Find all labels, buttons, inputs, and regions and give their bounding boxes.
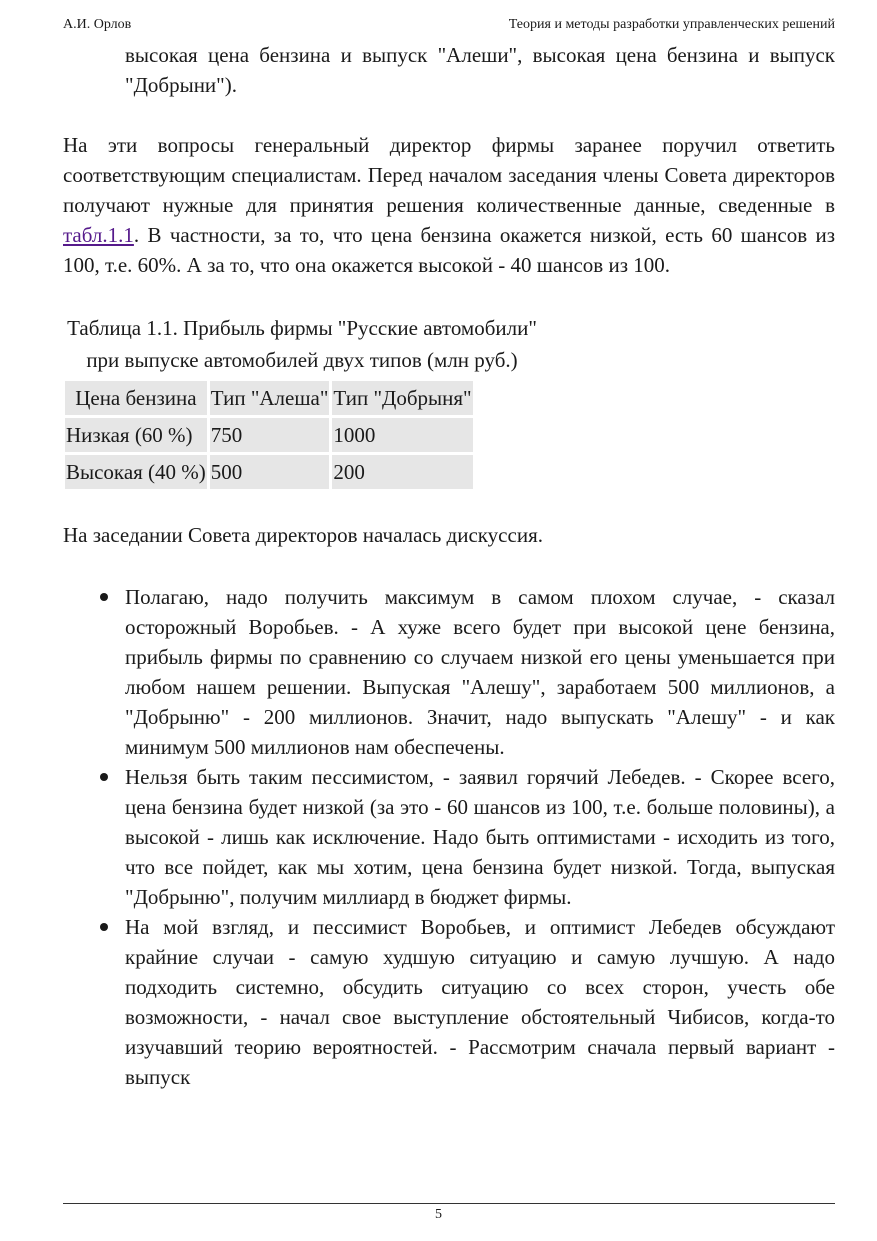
list-item-text: На мой взгляд, и пессимист Воробьев, и оптимист Лебедев обсуждают крайние случаи - самую худшую ситуацию и самую лучшую. А надо подходить системно, обсудить ситуацию со всех сторон, учесть обе возможности, - начал свое выступление обстоятельный Чибисов, когда-то изучавший теорию вероятностей. - Рассмотрим сначала первый вариант - выпуск	[125, 915, 835, 1089]
table-cell: 500	[210, 455, 330, 489]
paragraph-text-after-link: . В частности, за то, что цена бензина окажется низкой, есть 60 шансов из 100, т.е. 60%. А за то, что она окажется высокой - 40 шансов из 100.	[63, 223, 835, 277]
list-item	[63, 912, 835, 1092]
column-header-dobrynya: Тип "Добрыня"	[332, 381, 472, 415]
column-header-alesha: Тип "Алеша"	[210, 381, 330, 415]
footer-divider	[63, 1203, 835, 1204]
header-book-title: Теория и методы разработки управленческих решений	[508, 17, 835, 32]
discussion-list	[63, 582, 835, 1092]
paragraph-discussion-start: На заседании Совета директоров началась дискуссия.	[63, 523, 543, 547]
profit-table-block	[63, 312, 541, 492]
paragraph-text-before-link: На эти вопросы генеральный директор фирмы заранее поручил ответить соответствующим специалистам. Перед началом заседания члены Совета директоров получают нужные для принятия решения количественные данные, сведенные в	[63, 133, 835, 217]
bullet-icon	[100, 923, 108, 931]
table-row	[65, 418, 473, 452]
table-header-row	[65, 381, 473, 415]
list-item	[63, 582, 835, 762]
continued-list-item-text: высокая цена бензина и выпуск "Алеши", высокая цена бензина и выпуск "Добрыни").	[125, 43, 835, 97]
header-author: А.И. Орлов	[63, 17, 132, 32]
table-cell: Высокая (40 %)	[65, 455, 207, 489]
list-item-text: Полагаю, надо получить максимум в самом плохом случае, - сказал осторожный Воробьев. - А хуже всего будет при высокой цене бензина, прибыль фирмы по сравнению со случаем низкой его цены уменьшается при любом нашем решении. Выпуская "Алешу", заработаем 500 миллионов, а "Добрыню" - 200 миллионов. Значит, надо выпускать "Алешу" - и как минимум 500 миллионов нам обеспечены.	[125, 585, 835, 759]
table-cell: 200	[332, 455, 472, 489]
page-number: 5	[435, 1207, 442, 1222]
table-reference-link[interactable]: табл.1.1	[63, 223, 134, 247]
table-row	[65, 455, 473, 489]
profit-table	[62, 378, 476, 492]
page-content	[63, 40, 835, 1092]
table-cell: 750	[210, 418, 330, 452]
bullet-icon	[100, 773, 108, 781]
table-cell: 1000	[332, 418, 472, 452]
paragraph-directors-data	[63, 130, 835, 280]
list-item-text: Нельзя быть таким пессимистом, - заявил горячий Лебедев. - Скорее всего, цена бензина будет низкой (за это - 60 шансов из 100, т.е. больше половины), а высокой - лишь как исключение. Надо быть оптимистами - исходить из того, что все пойдет, как мы хотим, цена бензина будет низкой. Тогда, выпуская "Добрыню", получим миллиард в бюджет фирмы.	[125, 765, 835, 909]
bullet-icon	[100, 593, 108, 601]
table-cell: Низкая (60 %)	[65, 418, 207, 452]
column-header-fuel-price: Цена бензина	[65, 381, 207, 415]
list-item	[63, 762, 835, 912]
table-caption: Таблица 1.1. Прибыль фирмы "Русские автомобили" при выпуске автомобилей двух типов (млн руб.)	[67, 316, 537, 372]
